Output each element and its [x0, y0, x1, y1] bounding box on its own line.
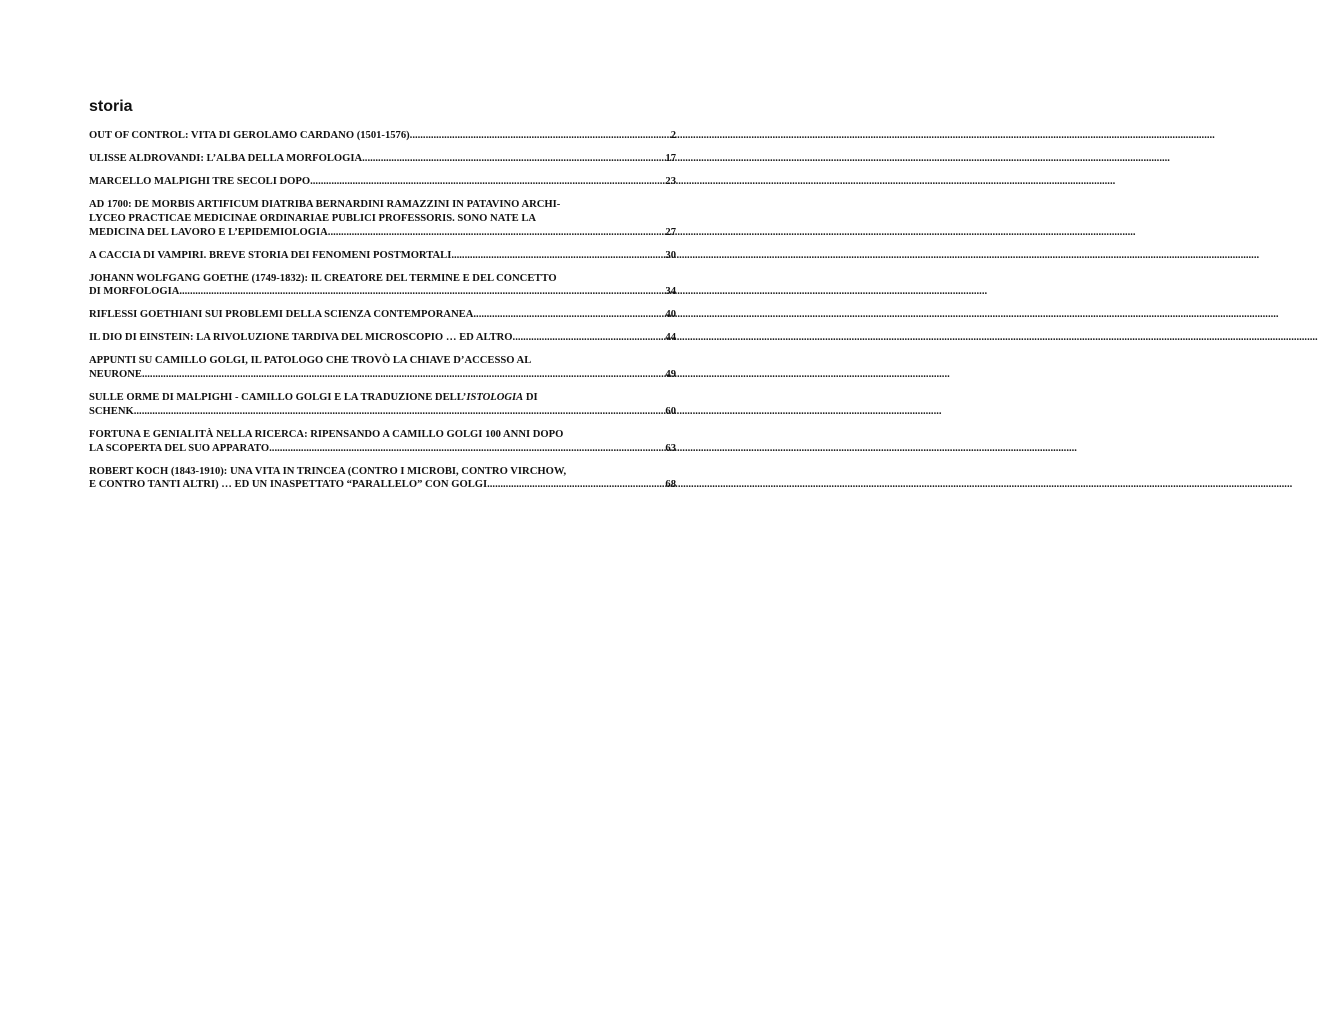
- toc-entry-title: SCHENK.: [89, 405, 137, 417]
- section-title: storia: [89, 98, 133, 115]
- toc-page-number: 63: [665, 442, 676, 454]
- toc-entry-title: MEDICINA DEL LAVORO E L’EPIDEMIOLOGIA.: [89, 226, 331, 238]
- toc-entry[interactable]: [89, 428, 676, 456]
- toc-entry[interactable]: [89, 391, 676, 419]
- toc-entry-title: MARCELLO MALPIGHI TRE SECOLI DOPO: [89, 175, 311, 187]
- toc-entry-title-italic: ISTOLOGIA: [466, 392, 524, 404]
- toc-page-number: 44: [665, 332, 676, 344]
- toc-entry[interactable]: [89, 249, 676, 263]
- toc-page-number: 40: [665, 309, 676, 321]
- toc-entry-title: RIFLESSI GOETHIANI SUI PROBLEMI DELLA SCIENZA CONTEMPORANEA: [89, 309, 474, 321]
- toc-entry-title-line: JOHANN WOLFGANG GOETHE (1749-1832): IL CREATORE DEL TERMINE E DEL CONCETTO: [89, 272, 557, 284]
- toc-entry[interactable]: [89, 198, 676, 239]
- toc-entry-title: IL DIO DI EINSTEIN: LA RIVOLUZIONE TARDIVA DEL MICROSCOPIO … ED ALTRO: [89, 332, 513, 344]
- toc-entry-title-segment: DI: [523, 392, 538, 404]
- toc-entry[interactable]: [89, 175, 676, 189]
- toc-page-number: 30: [665, 249, 676, 261]
- dot-leader: [330, 226, 664, 240]
- toc-entry[interactable]: [89, 308, 676, 322]
- document-page: [89, 97, 676, 501]
- toc-entry-title: DI MORFOLOGIA.: [89, 286, 182, 298]
- toc-entry-title-line: [89, 391, 676, 405]
- toc-entry-title: OUT OF CONTROL: VITA DI GEROLAMO CARDANO (1501-1576): [89, 130, 410, 141]
- toc-entry-title-line: ROBERT KOCH (1843-1910): UNA VITA IN TRINCEA (CONTRO I MICROBI, CONTRO VIRCHOW,: [89, 465, 567, 477]
- toc-page-number: 27: [665, 226, 676, 238]
- toc-entry-title: E CONTRO TANTI ALTRI) … ED UN INASPETTATO “PARALLELO” CON GOLGI: [89, 479, 488, 491]
- toc-page-number: 17: [665, 152, 676, 164]
- toc-page-number: 34: [665, 286, 676, 298]
- toc-entry-title-line: APPUNTI SU CAMILLO GOLGI, IL PATOLOGO CHE TROVÒ LA CHIAVE D’ACCESSO AL: [89, 355, 532, 367]
- dot-leader: [272, 442, 665, 456]
- toc-entry[interactable]: [89, 129, 676, 143]
- toc-entry-title-line: LYCEO PRACTICAE MEDICINAE ORDINARIAE PUBLICI PROFESSORIS. SONO NATE LA: [89, 212, 537, 224]
- toc-entry-title-line: AD 1700: DE MORBIS ARTIFICUM DIATRIBA BERNARDINI RAMAZZINI IN PATAVINO ARCHI-: [89, 198, 561, 210]
- dot-leader: [513, 331, 665, 345]
- table-of-contents: [89, 129, 676, 492]
- dot-leader: [310, 175, 664, 189]
- dot-leader: [454, 249, 664, 263]
- toc-entry-title-segment: SULLE ORME DI MALPIGHI - CAMILLO GOLGI E LA TRADUZIONE DELL’: [89, 392, 467, 404]
- dot-leader: [136, 405, 664, 419]
- toc-page-number: 60: [665, 405, 676, 417]
- toc-entry-title: A CACCIA DI VAMPIRI. BREVE STORIA DEI FENOMENI POSTMORTALI.: [89, 249, 454, 261]
- dot-leader: [473, 308, 664, 322]
- toc-page-number: 23: [665, 175, 676, 187]
- dot-leader: [410, 129, 670, 143]
- toc-entry[interactable]: [89, 331, 676, 345]
- dot-leader: [365, 152, 665, 166]
- toc-entry-title: LA SCOPERTA DEL SUO APPARATO.: [89, 442, 272, 454]
- toc-entry-title: ULISSE ALDROVANDI: L’ALBA DELLA MORFOLOGIA.: [89, 152, 365, 164]
- toc-entry-title: NEURONE.: [89, 369, 145, 381]
- toc-entry[interactable]: [89, 354, 676, 382]
- toc-entry-title-line: FORTUNA E GENIALITÀ NELLA RICERCA: RIPENSANDO A CAMILLO GOLGI 100 ANNI DOPO: [89, 428, 564, 440]
- toc-page-number: 49: [665, 369, 676, 381]
- toc-entry[interactable]: [89, 152, 676, 166]
- toc-entry[interactable]: [89, 465, 676, 493]
- dot-leader: [145, 368, 665, 382]
- dot-leader: [487, 478, 664, 492]
- dot-leader: [182, 285, 664, 299]
- toc-page-number: 68: [665, 479, 676, 491]
- toc-entry[interactable]: [89, 272, 676, 300]
- toc-page-number: 2: [670, 130, 676, 141]
